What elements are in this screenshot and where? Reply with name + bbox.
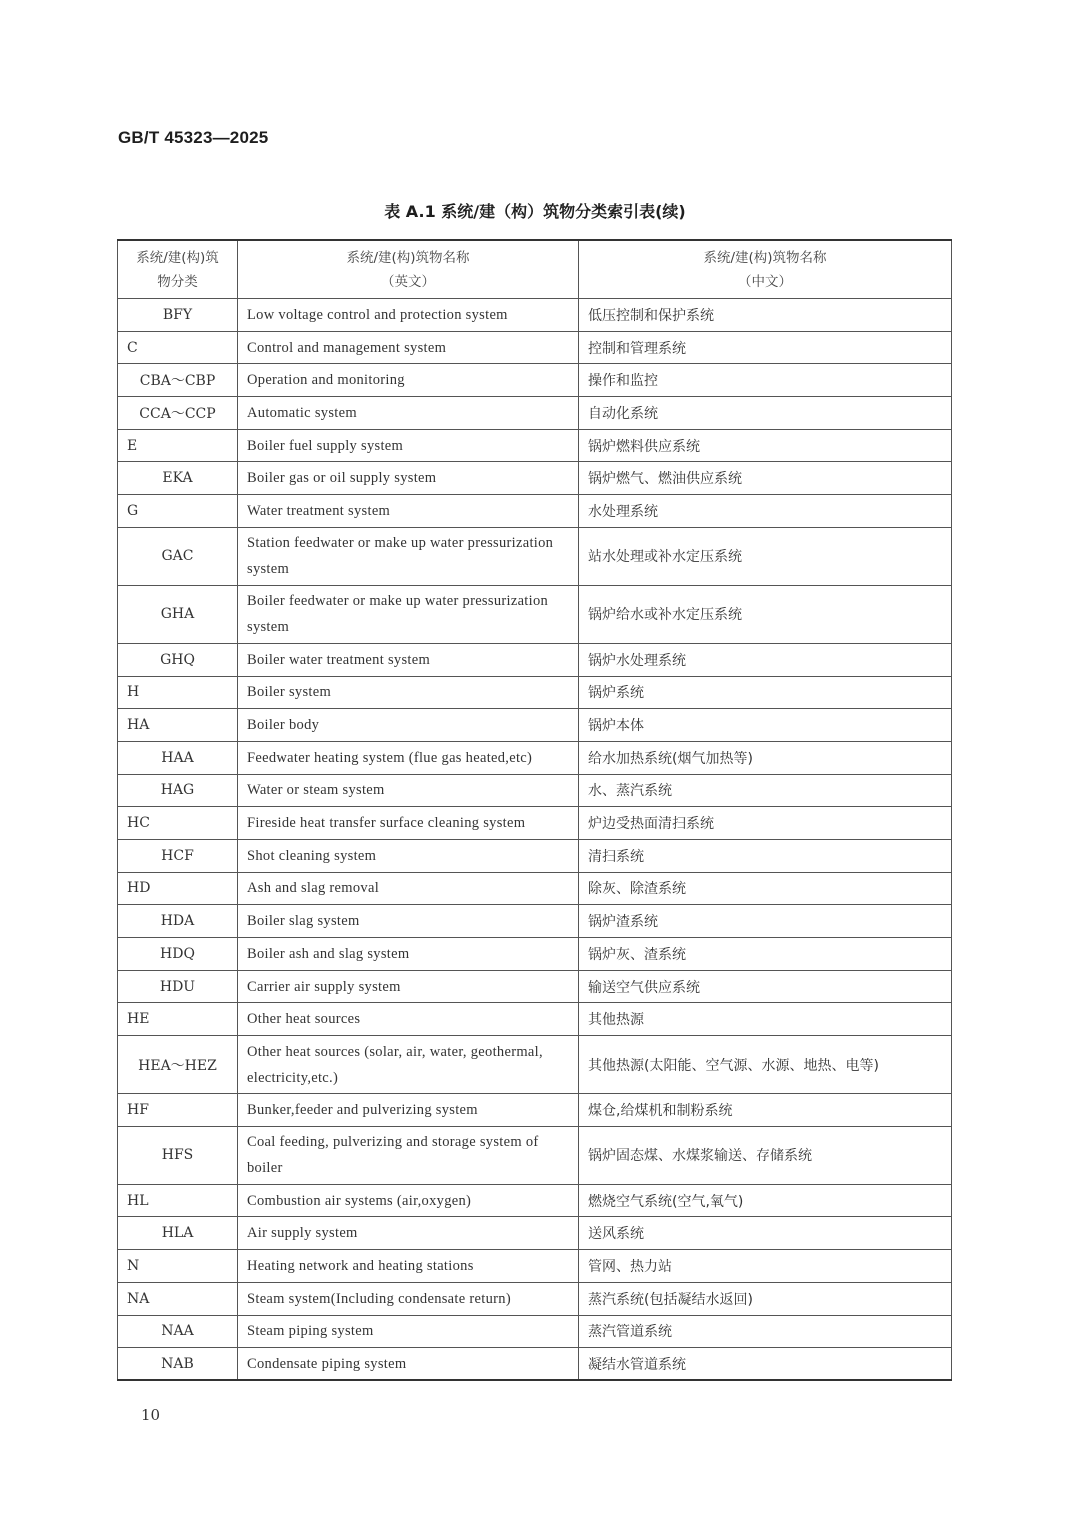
category-code-cell: HDQ <box>118 938 238 971</box>
name-zh-cell: 送风系统 <box>579 1217 952 1250</box>
category-code-cell: NAA <box>118 1315 238 1348</box>
table-row <box>118 970 952 1003</box>
name-en-cell: Ash and slag removal <box>238 872 579 905</box>
name-zh-cell: 锅炉灰、渣系统 <box>579 938 952 971</box>
name-zh-cell: 水处理系统 <box>579 495 952 528</box>
name-zh-cell: 给水加热系统(烟气加热等) <box>579 741 952 774</box>
table-header-row <box>118 240 952 299</box>
table-title: 表 A.1 系统/建（构）筑物分类索引表(续) <box>384 202 686 221</box>
name-en-cell: Other heat sources (solar, air, water, geothermal, electricity,etc.) <box>238 1036 579 1094</box>
name-zh-cell: 操作和监控 <box>579 364 952 397</box>
name-en-cell: Low voltage control and protection system <box>238 299 579 332</box>
column-header-line: （英文） <box>381 273 435 290</box>
table-row <box>118 741 952 774</box>
name-en-cell: Fireside heat transfer surface cleaning system <box>238 807 579 840</box>
name-en-cell: Feedwater heating system (flue gas heated,etc) <box>238 741 579 774</box>
table-row <box>118 709 952 742</box>
table-row <box>118 938 952 971</box>
category-code-cell: HE <box>118 1003 238 1036</box>
category-code-cell: NAB <box>118 1348 238 1381</box>
category-code-cell: CCA～CCP <box>118 397 238 430</box>
name-en-cell: Boiler body <box>238 709 579 742</box>
name-en-cell: Control and management system <box>238 331 579 364</box>
table-row <box>118 1184 952 1217</box>
category-code-cell: G <box>118 495 238 528</box>
name-zh-cell: 蒸汽系统(包括凝结水返回) <box>579 1282 952 1315</box>
table-row <box>118 839 952 872</box>
name-zh-cell: 锅炉燃料供应系统 <box>579 429 952 462</box>
category-code-cell: HEA～HEZ <box>118 1036 238 1094</box>
table-row <box>118 1217 952 1250</box>
name-zh-cell: 控制和管理系统 <box>579 331 952 364</box>
name-zh-cell: 蒸汽管道系统 <box>579 1315 952 1348</box>
category-code-cell: GHQ <box>118 643 238 676</box>
name-en-cell: Carrier air supply system <box>238 970 579 1003</box>
category-code-cell: GHA <box>118 585 238 643</box>
table-row <box>118 774 952 807</box>
name-zh-cell: 锅炉水处理系统 <box>579 643 952 676</box>
page-number: 10 <box>141 1406 161 1424</box>
category-code-cell: N <box>118 1250 238 1283</box>
table-row <box>118 495 952 528</box>
name-en-cell: Boiler water treatment system <box>238 643 579 676</box>
name-en-cell: Boiler system <box>238 676 579 709</box>
name-en-cell: Steam piping system <box>238 1315 579 1348</box>
name-en-cell: Operation and monitoring <box>238 364 579 397</box>
name-en-cell: Water treatment system <box>238 495 579 528</box>
category-code-cell: CBA～CBP <box>118 364 238 397</box>
name-zh-cell: 低压控制和保护系统 <box>579 299 952 332</box>
name-zh-cell: 锅炉固态煤、水煤浆输送、存储系统 <box>579 1126 952 1184</box>
name-zh-cell: 锅炉系统 <box>579 676 952 709</box>
name-en-cell: Boiler ash and slag system <box>238 938 579 971</box>
name-en-cell: Steam system(Including condensate return) <box>238 1282 579 1315</box>
name-en-cell: Station feedwater or make up water pressurization system <box>238 527 579 585</box>
name-zh-cell: 管网、热力站 <box>579 1250 952 1283</box>
name-zh-cell: 自动化系统 <box>579 397 952 430</box>
table-body <box>118 299 952 1381</box>
name-en-cell: Boiler fuel supply system <box>238 429 579 462</box>
category-code-cell: C <box>118 331 238 364</box>
table-row <box>118 1282 952 1315</box>
name-zh-cell: 燃烧空气系统(空气,氧气) <box>579 1184 952 1217</box>
table-row <box>118 299 952 332</box>
table-row <box>118 585 952 643</box>
name-zh-cell: 其他热源(太阳能、空气源、水源、地热、电等) <box>579 1036 952 1094</box>
table-row <box>118 429 952 462</box>
category-code-cell: HAA <box>118 741 238 774</box>
name-zh-cell: 锅炉给水或补水定压系统 <box>579 585 952 643</box>
category-code-cell: HLA <box>118 1217 238 1250</box>
column-header-name-zh <box>579 240 952 299</box>
category-code-cell: NA <box>118 1282 238 1315</box>
name-zh-cell: 煤仓,给煤机和制粉系统 <box>579 1094 952 1127</box>
name-zh-cell: 锅炉本体 <box>579 709 952 742</box>
name-en-cell: Heating network and heating stations <box>238 1250 579 1283</box>
name-zh-cell: 凝结水管道系统 <box>579 1348 952 1381</box>
name-zh-cell: 清扫系统 <box>579 839 952 872</box>
column-header-line: 系统/建(构)筑物名称 <box>346 249 470 266</box>
table-row <box>118 643 952 676</box>
table-row <box>118 1036 952 1094</box>
category-code-cell: HF <box>118 1094 238 1127</box>
column-header-line: 系统/建(构)筑 <box>136 249 219 266</box>
table-row <box>118 364 952 397</box>
category-code-cell: EKA <box>118 462 238 495</box>
category-code-cell: BFY <box>118 299 238 332</box>
table-row <box>118 807 952 840</box>
name-en-cell: Automatic system <box>238 397 579 430</box>
name-en-cell: Boiler gas or oil supply system <box>238 462 579 495</box>
name-zh-cell: 站水处理或补水定压系统 <box>579 527 952 585</box>
category-code-cell: HA <box>118 709 238 742</box>
table-row <box>118 527 952 585</box>
name-en-cell: Condensate piping system <box>238 1348 579 1381</box>
category-code-cell: GAC <box>118 527 238 585</box>
category-code-cell: HDA <box>118 905 238 938</box>
column-header-name-en <box>238 240 579 299</box>
column-header-line: 系统/建(构)筑物名称 <box>703 249 827 266</box>
table-row <box>118 676 952 709</box>
name-en-cell: Combustion air systems (air,oxygen) <box>238 1184 579 1217</box>
category-code-cell: HFS <box>118 1126 238 1184</box>
name-zh-cell: 除灰、除渣系统 <box>579 872 952 905</box>
category-code-cell: HAG <box>118 774 238 807</box>
category-code-cell: HL <box>118 1184 238 1217</box>
table-row <box>118 905 952 938</box>
name-en-cell: Water or steam system <box>238 774 579 807</box>
classification-index-table <box>117 239 952 1381</box>
name-en-cell: Shot cleaning system <box>238 839 579 872</box>
name-en-cell: Boiler feedwater or make up water pressurization system <box>238 585 579 643</box>
name-zh-cell: 输送空气供应系统 <box>579 970 952 1003</box>
category-code-cell: HD <box>118 872 238 905</box>
category-code-cell: HDU <box>118 970 238 1003</box>
table-row <box>118 1003 952 1036</box>
table-row <box>118 1126 952 1184</box>
category-code-cell: HCF <box>118 839 238 872</box>
name-en-cell: Coal feeding, pulverizing and storage system of boiler <box>238 1126 579 1184</box>
column-header-category <box>118 240 238 299</box>
document-code: GB/T 45323—2025 <box>118 128 269 147</box>
table-row <box>118 462 952 495</box>
name-zh-cell: 水、蒸汽系统 <box>579 774 952 807</box>
category-code-cell: E <box>118 429 238 462</box>
table-row <box>118 872 952 905</box>
name-en-cell: Bunker,feeder and pulverizing system <box>238 1094 579 1127</box>
name-zh-cell: 锅炉渣系统 <box>579 905 952 938</box>
name-zh-cell: 锅炉燃气、燃油供应系统 <box>579 462 952 495</box>
name-en-cell: Air supply system <box>238 1217 579 1250</box>
name-zh-cell: 炉边受热面清扫系统 <box>579 807 952 840</box>
column-header-line: 物分类 <box>157 273 198 290</box>
table-row <box>118 1315 952 1348</box>
table-row <box>118 397 952 430</box>
table-row <box>118 1250 952 1283</box>
name-en-cell: Other heat sources <box>238 1003 579 1036</box>
table-row <box>118 1348 952 1381</box>
name-en-cell: Boiler slag system <box>238 905 579 938</box>
column-header-line: （中文） <box>738 273 792 290</box>
category-code-cell: H <box>118 676 238 709</box>
table-row <box>118 331 952 364</box>
name-zh-cell: 其他热源 <box>579 1003 952 1036</box>
table-row <box>118 1094 952 1127</box>
category-code-cell: HC <box>118 807 238 840</box>
